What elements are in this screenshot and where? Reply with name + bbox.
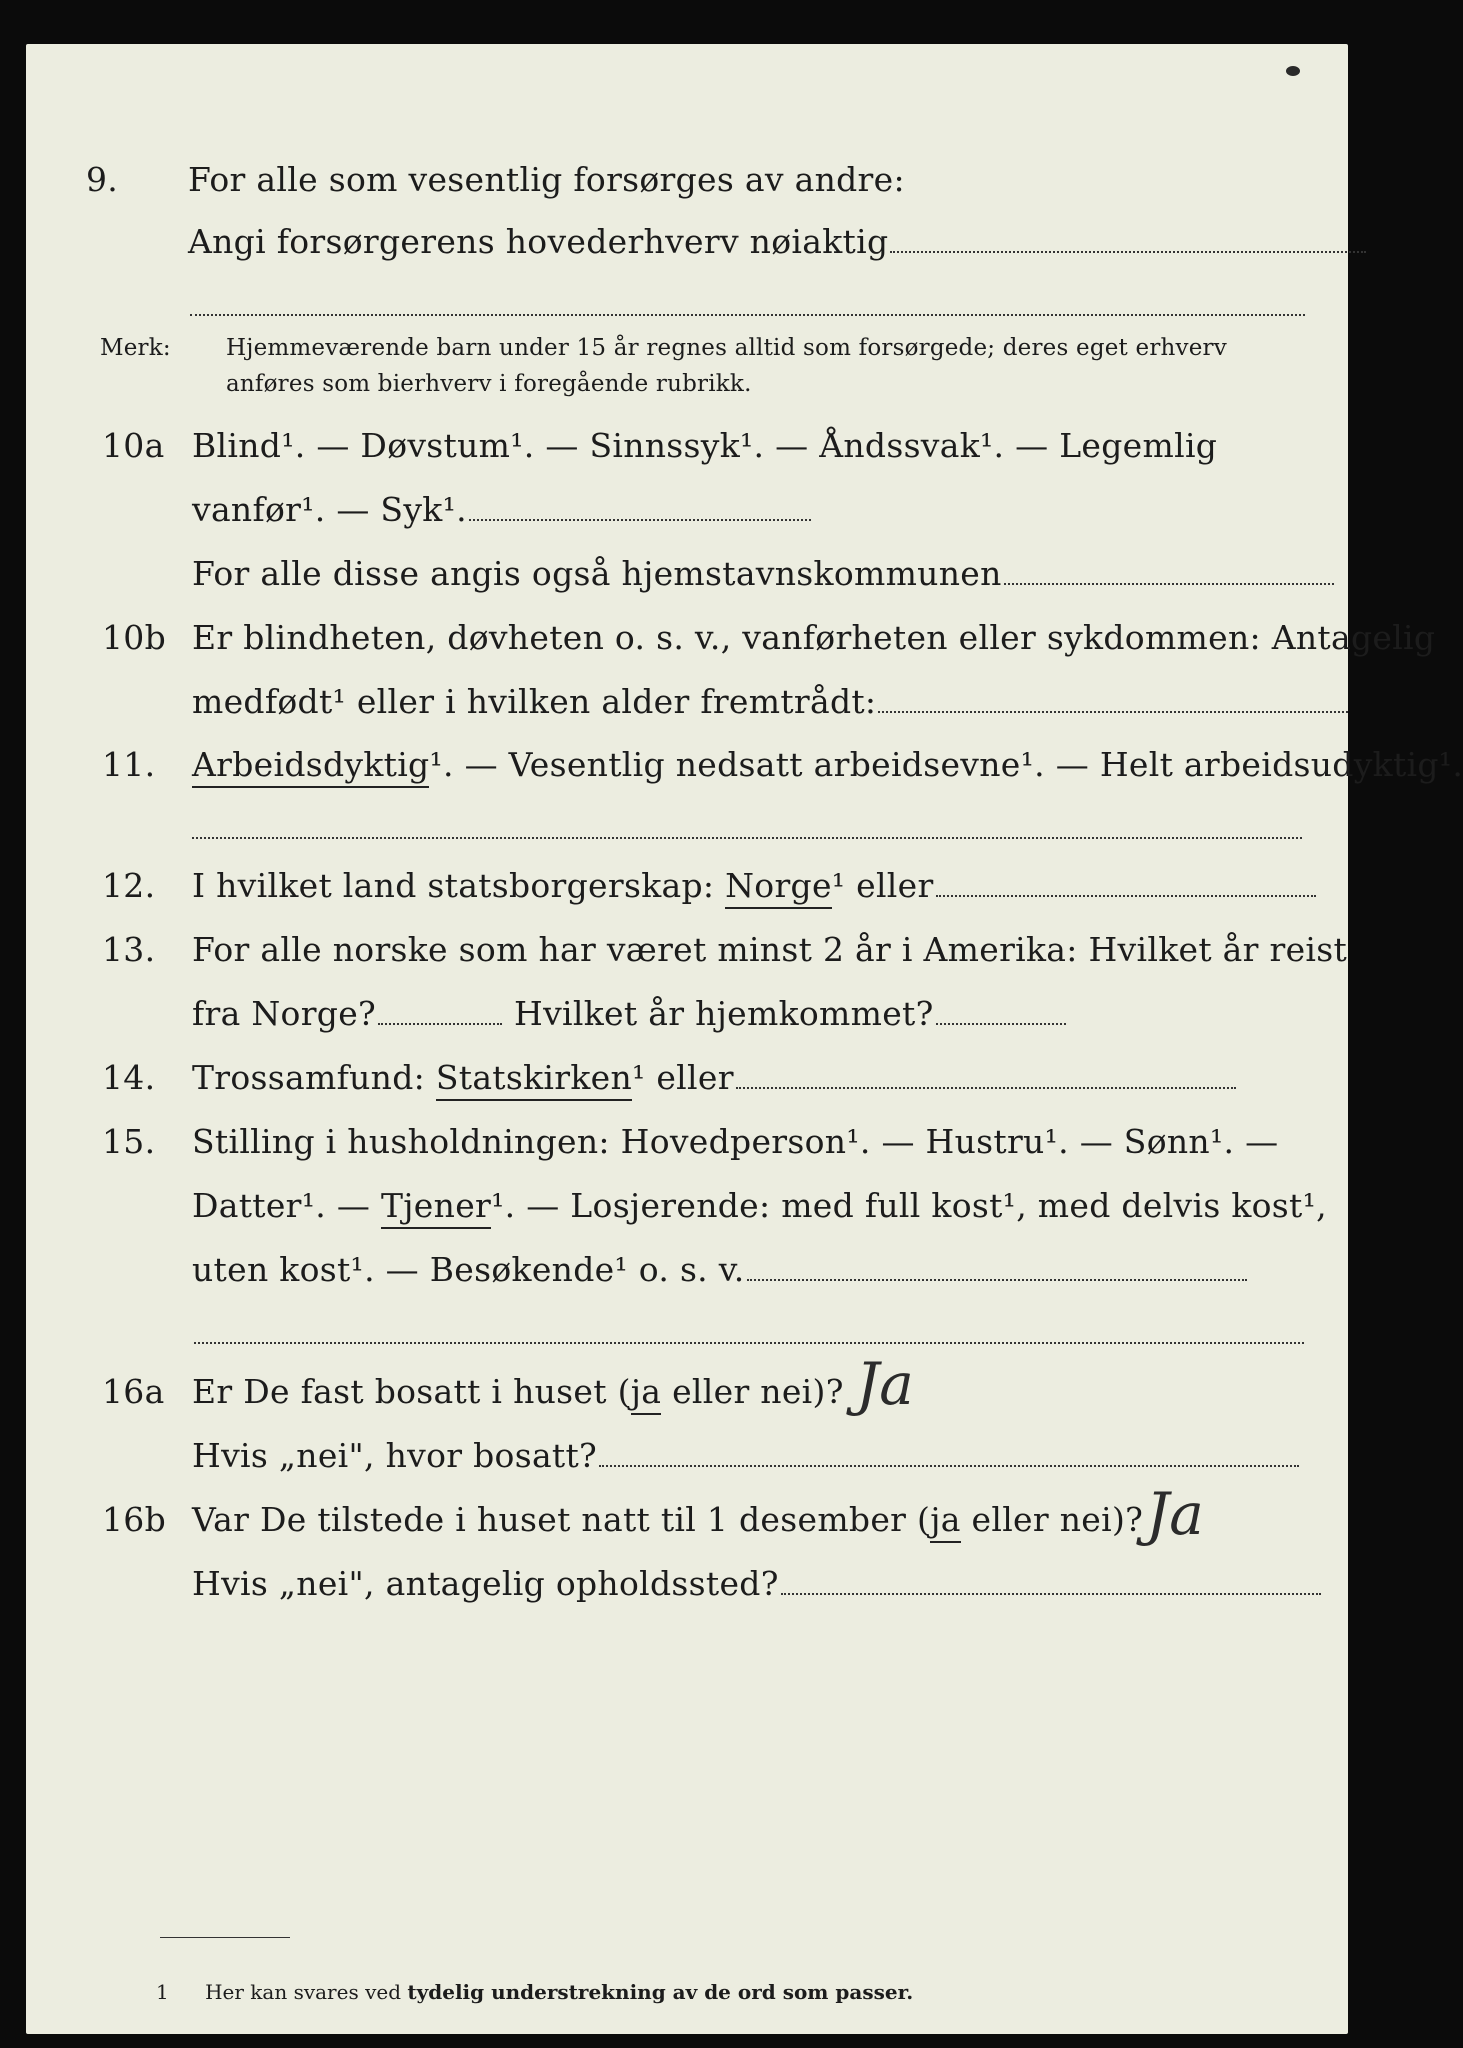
- answer-line-extra[interactable]: [194, 1342, 1304, 1344]
- underlined-answer-ja[interactable]: ja: [631, 1372, 662, 1415]
- answer-line-hjemkommet[interactable]: [936, 1023, 1066, 1025]
- underlined-answer-tjener[interactable]: Tjener: [381, 1186, 491, 1229]
- underlined-answer-arbeidsdyktig[interactable]: Arbeidsdyktig: [192, 745, 429, 788]
- question-text-rest: ¹. — Losjerende: med full kost¹, med delvis kost¹,: [491, 1186, 1327, 1225]
- answer-line[interactable]: [781, 1593, 1321, 1595]
- census-form-page: [26, 44, 1463, 2034]
- question-text: Hvis „nei", hvor bosatt?: [192, 1436, 598, 1475]
- question-text-wrap: [192, 1436, 1299, 1475]
- question-number: 14.: [102, 1058, 156, 1097]
- handwritten-answer-16a: Ja: [856, 1350, 914, 1418]
- question-text: Er blindheten, døvheten o. s. v., vanførheten eller sykdommen: Antagelig: [192, 618, 1436, 657]
- footnote-text: Her kan svares ved: [205, 1980, 408, 2004]
- footnote-text-bold: tydelig understrekning av de ord som passer.: [407, 1980, 914, 2004]
- answer-line[interactable]: [878, 711, 1348, 713]
- answer-line[interactable]: [599, 1465, 1299, 1467]
- footnote-rule: [160, 1937, 290, 1938]
- note-label: Merk:: [100, 335, 171, 361]
- question-text: Hvilket år hjemkommet?: [514, 994, 934, 1033]
- question-number: 11.: [102, 745, 156, 784]
- question-text-rest: eller nei)?: [661, 1372, 844, 1411]
- question-text-wrap: [188, 222, 1366, 261]
- answer-line[interactable]: [469, 519, 811, 521]
- question-text-wrap: [192, 1564, 1321, 1603]
- question-text-wrap: [192, 490, 811, 529]
- underlined-answer-statskirken[interactable]: Statskirken: [436, 1058, 632, 1101]
- question-text: Er De fast bosatt i huset (: [192, 1372, 631, 1411]
- question-text-rest: ¹ eller: [632, 1058, 734, 1097]
- answer-line[interactable]: [890, 251, 1366, 253]
- question-text: Trossamfund:: [192, 1058, 426, 1097]
- footnote: [156, 1980, 913, 2004]
- question-text-wrap: [192, 1058, 1236, 1097]
- answer-line[interactable]: [747, 1279, 1247, 1281]
- question-text-rest: eller nei)?: [960, 1500, 1144, 1539]
- question-text: Datter¹. —: [192, 1186, 371, 1225]
- question-number: 15.: [102, 1122, 156, 1161]
- question-text-wrap: [192, 994, 1066, 1033]
- question-text: fra Norge?: [192, 994, 377, 1033]
- question-text: I hvilket land statsborgerskap:: [192, 866, 715, 905]
- question-text-rest: ¹. — Vesentlig nedsatt arbeidsevne¹. — Helt arbeidsudyktig¹.: [429, 745, 1463, 784]
- question-text-wrap: [192, 1500, 1143, 1539]
- answer-line-reist[interactable]: [378, 1023, 502, 1025]
- question-text-rest: ¹ eller: [831, 866, 934, 905]
- underlined-answer-norge[interactable]: Norge: [725, 866, 832, 909]
- question-number: 9.: [86, 160, 119, 199]
- question-number: 12.: [102, 866, 156, 905]
- question-text: Angi forsørgerens hovederhverv nøiaktig: [188, 222, 889, 261]
- question-text: Stilling i husholdningen: Hovedperson¹. — Hustru¹. — Sønn¹. —: [192, 1122, 1279, 1161]
- answer-line[interactable]: [192, 837, 1302, 839]
- note-text: Hjemmeværende barn under 15 år regnes alltid som forsørgede; deres eget erhverv: [226, 335, 1227, 361]
- question-text-wrap: [192, 554, 1334, 593]
- question-text: Blind¹. — Døvstum¹. — Sinnssyk¹. — Åndssvak¹. — Legemlig: [192, 426, 1218, 465]
- question-text-wrap: [192, 682, 1348, 721]
- question-text: For alle som vesentlig forsørges av andre:: [188, 160, 905, 199]
- question-number: 16b: [102, 1500, 167, 1539]
- footnote-marker: 1: [156, 1980, 169, 2004]
- question-number: 13.: [102, 930, 156, 969]
- question-text: For alle norske som har været minst 2 år i Amerika: Hvilket år reist: [192, 930, 1348, 969]
- question-text: vanfør¹. — Syk¹.: [192, 490, 467, 529]
- question-text-wrap: [192, 866, 1316, 905]
- answer-line-extra[interactable]: [190, 314, 1305, 316]
- question-number: 10a: [102, 426, 165, 465]
- question-text: Hvis „nei", antagelig opholdssted?: [192, 1564, 779, 1603]
- question-text: Var De tilstede i huset natt til 1 desember (: [192, 1500, 931, 1539]
- question-text-wrap: [192, 1372, 844, 1411]
- answer-line[interactable]: [736, 1087, 1236, 1089]
- ink-spot: [1286, 66, 1300, 76]
- question-text-wrap: [192, 1186, 1327, 1225]
- question-text: [192, 745, 1463, 784]
- question-text: medfødt¹ eller i hvilken alder fremtrådt:: [192, 682, 877, 721]
- question-text-wrap: [192, 1250, 1247, 1289]
- question-text: uten kost¹. — Besøkende¹ o. s. v.: [192, 1250, 745, 1289]
- answer-line[interactable]: [936, 895, 1316, 897]
- question-number: 16a: [102, 1372, 165, 1411]
- answer-line[interactable]: [1004, 583, 1334, 585]
- question-text: For alle disse angis også hjemstavnskommunen: [192, 554, 1002, 593]
- question-number: 10b: [102, 618, 167, 657]
- handwritten-answer-16b: Ja: [1146, 1480, 1204, 1548]
- underlined-answer-ja[interactable]: ja: [930, 1500, 961, 1543]
- note-text: anføres som bierhverv i foregående rubrikk.: [226, 371, 752, 397]
